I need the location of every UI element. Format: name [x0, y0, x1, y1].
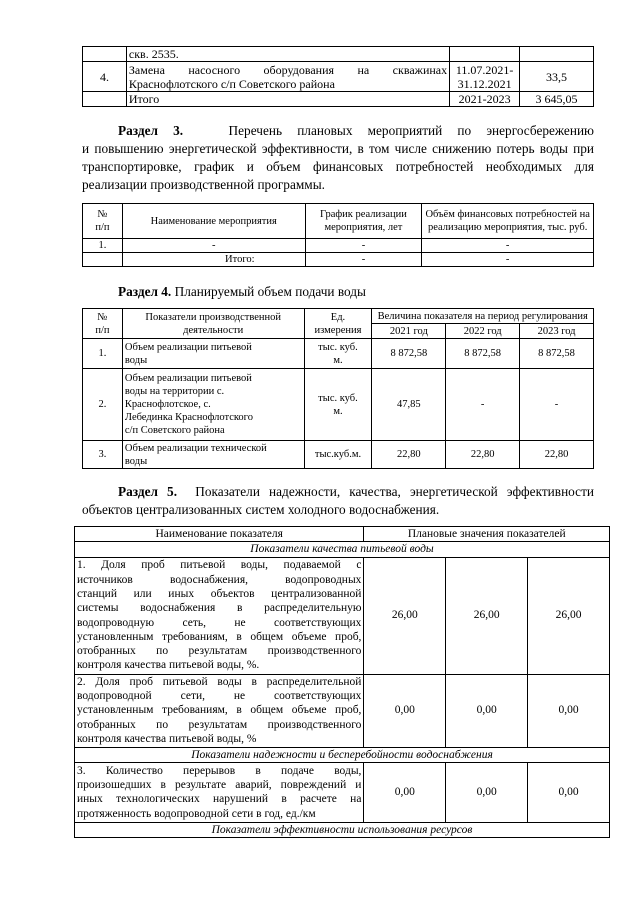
section-4-heading: Раздел 4. Планируемый объем подачи воды [118, 284, 366, 299]
group-header-row: Показатели качества питьевой воды [75, 542, 610, 557]
total-period: 2021-2023 [450, 92, 520, 107]
table-row: Итого: - - [83, 253, 594, 267]
table-row: 1. - - - [83, 239, 594, 253]
table-row: 1. Объем реализации питьевой воды тыс. куб. м. 8 872,58 8 872,58 8 872,58 [83, 339, 594, 369]
table-row: 2. Объем реализации питьевой воды на территории с. Краснофлотское, с. Лебединка Краснофлотского с/п Советского района тыс. куб. м. 47,85 - - [83, 369, 594, 441]
row-value: 33,5 [520, 62, 594, 92]
section-5-heading: Раздел 5. Показатели надежности, качества, энергетической эффективности объектов централизованных систем холодного водоснабжения. [82, 484, 594, 517]
top-table [82, 46, 594, 107]
row-prev-name: скв. 2535. [126, 47, 449, 62]
group-header-row: Показатели эффективности использования ресурсов [75, 822, 610, 837]
table-row: 4. Замена насосного оборудования на скважинах Краснофлотского с/п Советского района 11.07.2021- 31.12.2021 33,5 [83, 62, 594, 92]
table-row: 3. Объем реализации технической воды тыс.куб.м. 22,80 22,80 22,80 [83, 441, 594, 469]
col-header-indicator: Наименование показателя [75, 527, 364, 542]
col-header-planned: Плановые значения показателей [364, 527, 610, 542]
group-header-row: Показатели надежности и бесперебойности водоснабжения [75, 747, 610, 762]
table-header-row [75, 527, 610, 542]
table-section-3 [82, 203, 594, 267]
table-section-5 [74, 526, 610, 838]
table-row: 3. Количество перерывов в подаче воды, произошедших в результате аварий, повреждений и иных технологических нарушений в расчете на протяженность водопроводной сети в год, ед./км 0,00 0,00 0,00 [75, 762, 610, 822]
table-row: 2. Доля проб питьевой воды в распределительной водопроводной сети, не соответствующих установленным требованиям, в общем объеме проб, отобранных по результатам производственного контроля качества питьевой воды, % 0,00 0,00 0,00 [75, 674, 610, 747]
total-label: Итого [126, 92, 449, 107]
section-3-heading: Раздел 3. Перечень плановых мероприятий по энергосбережению и повышению энергетической эффективности, в том числе снижению потерь воды при транспортировке, график и объем финансовых потребностей необходимых для реализации производственной программы. [82, 123, 594, 192]
table-section-4 [82, 308, 594, 469]
table-row: 1. Доля проб питьевой воды, подаваемой с источников водоснабжения, водопроводных станций или иных объектов централизованной системы водоснабжения в распределительную водопроводную сеть, не соответствующих установленным требованиям, в общем объеме проб, отобранных по результатам производственного контроля качества питьевой воды, %. 26,00 26,00 26,00 [75, 557, 610, 674]
table-row [83, 47, 594, 62]
table-row [83, 92, 594, 107]
col-header-name: Наименование мероприятия [122, 204, 305, 239]
table-header-row: № п/п Наименование мероприятия График реализации мероприятия, лет Объём финансовых потребностей на реализацию мероприятия, тыс. руб. [83, 204, 594, 239]
table-header-row: 2021 год 2022 год 2023 год [83, 324, 594, 339]
table-header-row: № п/п Показатели производственной деятельности Ед. измерения Величина показателя на период регулирования [83, 309, 594, 324]
total-value: 3 645,05 [520, 92, 594, 107]
row-num: 4. [83, 62, 127, 92]
